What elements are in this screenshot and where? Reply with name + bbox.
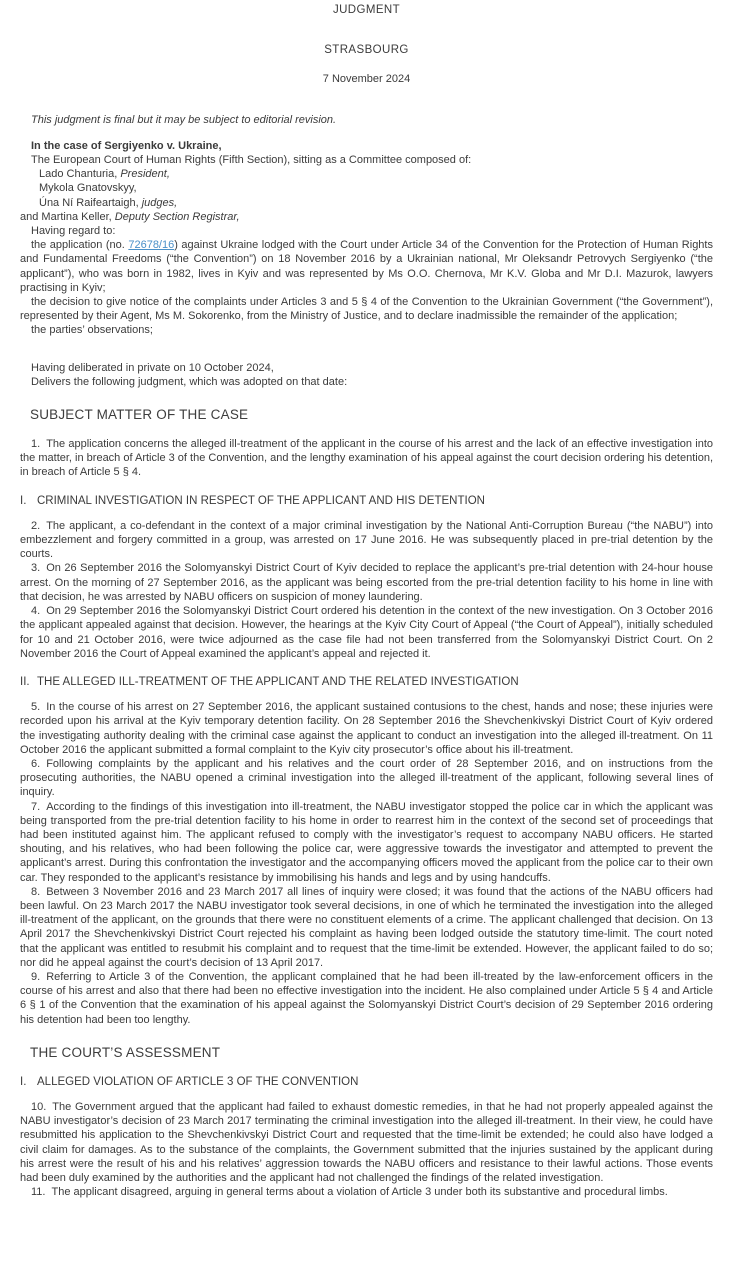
paragraph-number: 4. <box>31 605 41 618</box>
paragraph-3 <box>20 561 713 604</box>
judge-role: judges, <box>141 196 178 209</box>
paragraph-5 <box>20 700 713 757</box>
paragraph-number: 10. <box>31 1100 47 1113</box>
deliberation-line: Having deliberated in private on 10 October 2024, <box>31 361 274 374</box>
paragraph-text: The applicant, a co-defendant in the context of a major criminal investigation by the National Anti-Corruption Bureau (“the NABU”) into embezzlement and forgery committed in a group, was arrested on 17 June 2016. He was subsequently placed in pre-trial detention by the courts. <box>20 519 713 561</box>
paragraph-text: On 26 September 2016 the Solomyanskyi District Court of Kyiv decided to replace the applicant’s pre-trial detention with 24-hour house arrest. On the morning of 27 September 2016, as the applicant was being escorted from the pre-trial detention facility to his home in line with that decision, he was arrested by NABU officers on suspicion of money laundering. <box>20 562 713 603</box>
subsection-numeral: II. <box>20 675 30 688</box>
paragraph-number: 5. <box>31 701 41 714</box>
paragraph-number: 2. <box>31 519 41 532</box>
paragraph-11 <box>20 1185 713 1199</box>
subsection-heading-criminal-investigation <box>20 494 713 508</box>
paragraph-number: 3. <box>31 562 41 575</box>
subsection-numeral: I. <box>20 494 27 507</box>
document-title: JUDGMENT <box>332 4 401 16</box>
paragraph-2 <box>20 519 713 562</box>
paragraph-text: The Government argued that the applicant had failed to exhaust domestic remedies, in that he had not properly appealed against the NABU investigator’s decision of 23 March 2017 terminating the criminal investigation into the alleged ill-treatment. In their view, he could have resubmitted his application to the Shevchenkivskyi District Court and requested that the time-limit be extended; he could also have lodged a civil claim for damages. As to the substance of the complaints, the Government submitted that the injuries sustained by the applicant during his arrest were the result of his and his relatives’ aggression towards the NABU officers and resistance to their lawful actions. Those events had been duly examined by the authorities and the applicant had not challenged the findings of the related investigation. <box>20 1100 713 1184</box>
paragraph-10 <box>20 1100 713 1185</box>
paragraph-number: 1. <box>31 438 41 451</box>
judge-item <box>20 196 713 210</box>
paragraph-number: 8. <box>31 885 41 898</box>
paragraph-text: Following complaints by the applicant and his relatives and the court order of 28 September 2016, and on instructions from the prosecuting authorities, the NABU opened a criminal investigation into the alleged ill-treatment of the applicant, following several lines of inquiry. <box>20 757 713 799</box>
paragraph-7 <box>20 800 713 885</box>
subsection-heading-ill-treatment <box>20 675 713 689</box>
city-line: STRASBOURG <box>324 44 409 57</box>
revision-note: This judgment is final but it may be subject to editorial revision. <box>31 113 337 126</box>
application-text-before: the application (no. <box>31 239 129 252</box>
judge-name: Úna Ní Raifeartaigh, <box>39 196 142 209</box>
delivers-line: Delivers the following judgment, which was adopted on that date: <box>31 375 348 388</box>
decision-paragraph: the decision to give notice of the complaints under Articles 3 and 5 § 4 of the Convention to the Ukrainian Government (“the Government”), represented by their Agent, Ms M. Sokorenko, from the Ministry of Justice, and to declare inadmissible the remainder of the application; <box>20 296 713 323</box>
application-paragraph <box>20 238 713 295</box>
section-heading-subject-matter: SUBJECT MATTER OF THE CASE <box>30 407 249 423</box>
paragraph-6 <box>20 757 713 800</box>
subsection-title: THE ALLEGED ILL-TREATMENT OF THE APPLICANT AND THE RELATED INVESTIGATION <box>37 675 519 688</box>
registrar-role: Deputy Section Registrar, <box>114 210 240 223</box>
paragraph-number: 9. <box>31 970 41 983</box>
subsection-heading-article-3-violation <box>20 1075 713 1089</box>
paragraph-text: In the course of his arrest on 27 September 2016, the applicant sustained contusions to the chest, hands and nose; these injuries were recorded upon his arrival at the Kyiv temporary detention facility. On 28 September 2016 the Shevchenkivskyi District Court of Kyiv ordered the investigating authority dealing with the criminal case against the applicant to conduct an investigation into the alleged ill-treatment. On 11 October 2016 the applicant submitted a formal complaint to the Kyiv city prosecutor’s office about his ill-treatment. <box>20 701 713 756</box>
subsection-title: ALLEGED VIOLATION OF ARTICLE 3 OF THE CONVENTION <box>37 1075 359 1088</box>
paragraph-text: On 29 September 2016 the Solomyanskyi District Court ordered his detention in the context of the new investigation. On 3 October 2016 the applicant appealed against that decision. However, the hearings at the Kyiv City Court of Appeal (“the Court of Appeal”), initially scheduled for 10 and 21 October 2016, were twice adjourned as the case file had not been transferred from the Solomyanskyi District Court. On 2 November 2016 the Court of Appeal examined the applicant’s appeal and rejected it. <box>20 605 713 660</box>
court-composition-line: The European Court of Human Rights (Fifth Section), sitting as a Committee composed of: <box>31 154 472 167</box>
judge-name: Mykola Gnatovskyy, <box>39 182 137 195</box>
registrar-line <box>20 210 713 224</box>
subsection-title: CRIMINAL INVESTIGATION IN RESPECT OF THE APPLICANT AND HIS DETENTION <box>37 494 485 507</box>
paragraph-8 <box>20 885 713 970</box>
paragraph-number: 11. <box>31 1186 46 1199</box>
judge-role: President, <box>120 168 170 181</box>
case-title: In the case of Sergiyenko v. Ukraine, <box>31 139 222 152</box>
judge-item <box>20 167 713 181</box>
paragraph-number: 7. <box>31 800 41 813</box>
judge-name: Lado Chanturia, <box>39 168 121 181</box>
paragraph-number: 6. <box>31 757 41 770</box>
paragraph-1 <box>20 437 713 480</box>
paragraph-text: Between 3 November 2016 and 23 March 2017 all lines of inquiry were closed; it was found that the actions of the NABU officers had been lawful. On 23 March 2017 the NABU investigator took several decisions, in one of which he terminated the investigation into the alleged ill-treatment of the applicant, on the grounds that there were no constituent elements of a crime. The applicant challenged that decision. On 13 April 2017 the Shevchenkivskyi District Court rejected his complaint as having been lodged outside the statutory time-limit. The court noted that the applicant was entitled to resubmit his complaint and to request that the time-limit be extended. However, the applicant failed to do so; nor did he appeal against the court’s decision of 13 April 2017. <box>20 885 713 969</box>
paragraph-4 <box>20 604 713 661</box>
application-text-after: ) against Ukraine lodged with the Court under Article 34 of the Convention for the Protection of Human Rights and Fundamental Freedoms (“the Convention”) on 18 November 2016 by a Ukrainian national, Mr Oleksandr Petrovych Sergiyenko (“the applicant”), who was born in 1982, lives in Kyiv and was represented by Ms O.O. Chernova, Mr K.V. Globa and Mr D.I. Mazurok, lawyers practising in Kyiv; <box>20 239 713 294</box>
judgment-date: 7 November 2024 <box>322 73 411 86</box>
paragraph-text: The application concerns the alleged ill-treatment of the applicant in the course of his arrest and the lack of an effective investigation into the matter, in breach of Article 3 of the Convention, and the lengthy examination of his appeal against the court decision ordering his detention, in breach of Article 5 § 4. <box>20 438 713 479</box>
registrar-name: and Martina Keller, <box>20 210 115 223</box>
judge-item <box>20 181 713 195</box>
paragraph-text: According to the findings of this investigation into ill-treatment, the NABU investigator stopped the police car in which the applicant was being transported from the pre-trial detention facility to his home in order to rearrest him in the context of the second set of proceedings that had been instituted against him. The applicant refused to comply with the investigator’s request to accompany NABU officers. He started shouting, and his relatives, who had been following the police car, were aggressive towards the investigator and attempted to prevent the applicant’s arrest. During this confrontation the investigator and the accompanying officers moved the applicant from the police car to their own car. They responded to the applicant’s resistance by immobilising his hands and legs and by using handcuffs. <box>20 800 713 884</box>
having-regard-line: Having regard to: <box>31 225 116 238</box>
paragraph-text: Referring to Article 3 of the Convention, the applicant complained that he had been ill-treated by the law-enforcement officers in the course of his arrest and also that there had been no effective investigation into the incident. He also complained under Article 5 § 4 and Article 6 § 1 of the Convention that the examination of his appeal against the Solomyanskyi District Court’s decision of 29 September 2016 ordering his detention had been too lengthy. <box>20 970 713 1026</box>
section-heading-courts-assessment: THE COURT’S ASSESSMENT <box>30 1044 221 1060</box>
paragraph-text: The applicant disagreed, arguing in general terms about a violation of Article 3 under both its substantive and procedural limbs. <box>51 1186 668 1199</box>
subsection-numeral: I. <box>20 1075 27 1088</box>
observations-line: the parties’ observations; <box>31 324 153 337</box>
paragraph-9 <box>20 970 713 1027</box>
application-number-link[interactable]: 72678/16 <box>128 239 175 252</box>
